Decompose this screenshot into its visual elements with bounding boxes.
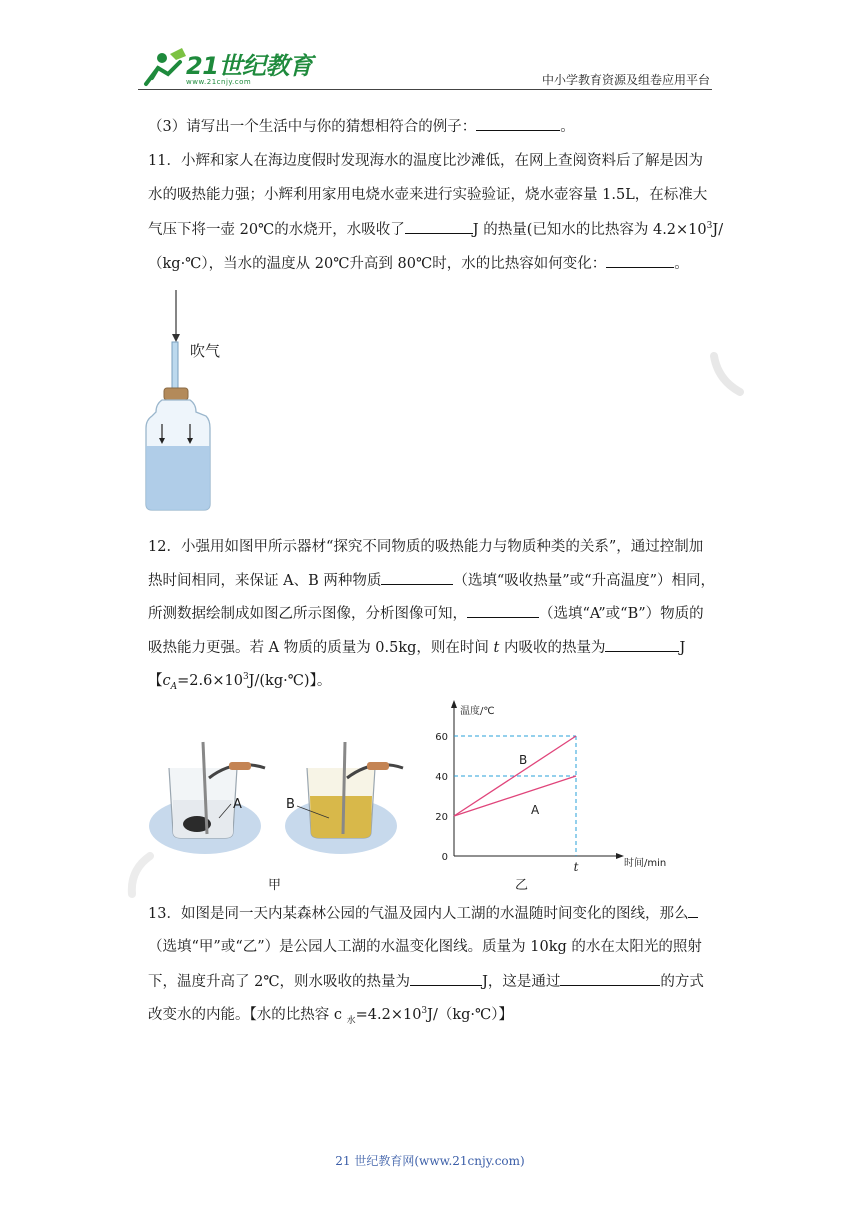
q11-change-blank[interactable]	[606, 253, 674, 268]
q11-exponent: 3	[706, 221, 713, 232]
watermark-arc-icon	[708, 350, 748, 400]
q10-part3-text: （3）请写出一个生活中与你的猜想相符合的例子：	[148, 119, 477, 135]
y-axis-label: 温度/℃	[460, 706, 495, 717]
q12-c-exponent: 3	[242, 672, 249, 683]
beaker-a-label: A	[233, 797, 242, 812]
y-axis-arrow-icon	[451, 700, 457, 708]
q12-same-quantity-blank[interactable]	[381, 570, 453, 585]
blow-bottle-figure	[140, 286, 240, 516]
q13-heat-blank[interactable]	[410, 971, 482, 986]
q13-line1	[148, 903, 698, 924]
x-tick-label: t	[573, 860, 579, 874]
logo-text: 21世纪教育	[186, 52, 313, 80]
q11-line1: 11．小辉和家人在海边度假时发现海水的温度比沙滩低，在网上查阅资料后了解是因为	[148, 153, 703, 169]
q10-part3-end: 。	[560, 119, 575, 135]
series-line-B	[454, 736, 576, 816]
series-label: B	[519, 753, 528, 767]
q13-line3-mid: J，这是通过	[482, 974, 561, 990]
temperature-time-chart	[420, 696, 680, 876]
q12-line4-unit: J	[679, 640, 686, 656]
q13-line3-end: 的方式	[660, 974, 704, 990]
q12-line2-end: （选填“吸收热量”或“升高温度”）相同，	[453, 573, 716, 589]
q12-line4-text: 吸热能力更强。若 A 物质的质量为 0.5kg，则在时间	[148, 640, 494, 656]
q12-substance-blank[interactable]	[467, 603, 539, 618]
q13-method-blank[interactable]	[560, 971, 660, 986]
q11-line3	[148, 219, 723, 240]
q12-line4	[148, 637, 685, 658]
q13-c-subscript: 水	[346, 1015, 356, 1026]
q11-line3-unit: J/	[712, 222, 724, 238]
q10-answer-blank[interactable]	[476, 116, 560, 131]
q13-c-exponent: 3	[421, 1006, 428, 1017]
series-label: A	[531, 803, 540, 817]
q13-line3	[148, 971, 704, 992]
q11-line4	[148, 253, 689, 274]
q13-line4-text: 改变水的内能。【水的比热容 c	[148, 1007, 347, 1023]
blow-label: 吹气	[190, 342, 221, 360]
beakers-figure	[145, 738, 415, 868]
q12-line4-mid: 内吸收的热量为	[499, 640, 606, 656]
series-line-A	[454, 776, 576, 816]
q11-line4-end: 。	[674, 256, 689, 272]
x-axis-label: 时间/min	[624, 858, 667, 869]
q13-c-value: =4.2×10	[355, 1007, 422, 1023]
q12-c-subscript: A	[170, 681, 178, 692]
q12-line2-text: 热时间相同，来保证 A、B 两种物质	[148, 573, 382, 589]
q13-line2: （选填“甲”或“乙”）是公园人工湖的水温变化图线。质量为 10kg 的水在太阳光的照射	[148, 939, 702, 955]
q13-line4	[148, 1005, 513, 1025]
q13-chart-blank[interactable]	[688, 903, 698, 918]
watermark-arc-left-icon	[118, 850, 158, 900]
q12-line3	[148, 603, 704, 624]
q12-heat-blank[interactable]	[605, 637, 679, 652]
q11-heat-blank[interactable]	[405, 219, 473, 234]
header-platform-title: 中小学教育资源及组卷应用平台	[541, 73, 710, 87]
q13-c-unit: J/（kg·℃）】	[427, 1007, 514, 1023]
q12-c-unit: J/(kg·℃)】。	[248, 673, 332, 689]
beaker-b-label: B	[286, 797, 295, 812]
q11-line3-mid: J 的热量(已知水的比热容为 4.2×10	[472, 222, 707, 238]
x-axis-arrow-icon	[616, 853, 624, 859]
q12-c-value: =2.6×10	[177, 673, 243, 689]
origin-label: 0	[441, 852, 448, 863]
q12-time-symbol: t	[493, 640, 500, 656]
q12-line3-text: 所测数据绘制成如图乙所示图像，分析图像可知，	[148, 606, 467, 622]
q12-line2	[148, 570, 715, 591]
y-tick-label: 40	[435, 772, 448, 783]
q11-line3-text: 气压下将一壶 20℃的水烧开，水吸收了	[148, 222, 405, 238]
figure-jia-caption: 甲	[268, 878, 282, 893]
footer-site: 21 世纪教育网(www.21cnjy.com)	[335, 1154, 525, 1168]
header-divider	[138, 89, 712, 90]
figure-yi-caption: 乙	[515, 878, 529, 893]
q12-c-symbol: c	[162, 673, 171, 689]
logo-url: www.21cnjy.com	[186, 78, 252, 86]
q13-line3-text: 下，温度升高了 2℃，则水吸收的热量为	[148, 974, 411, 990]
y-tick-label: 20	[435, 812, 448, 823]
q13-line1-text: 13．如图是同一天内某森林公园的气温及园内人工湖的水温随时间变化的图线，那么	[148, 906, 689, 922]
y-tick-label: 60	[435, 732, 448, 743]
q11-line2: 水的吸热能力强；小辉利用家用电烧水壶来进行实验验证，烧水壶容量 1.5L，在标准大	[148, 187, 708, 203]
q12-line5	[148, 671, 331, 691]
q11-line4-text: （kg·℃），当水的温度从 20℃升高到 80℃时，水的比热容如何变化：	[148, 256, 607, 272]
q10-part3	[148, 116, 575, 137]
q12-bracket-open: 【	[148, 673, 163, 689]
q12-line3-end: （选填“A”或“B”）物质的	[539, 606, 704, 622]
q12-line1: 12．小强用如图甲所示器材“探究不同物质的吸热能力与物质种类的关系”，通过控制加	[148, 539, 704, 555]
